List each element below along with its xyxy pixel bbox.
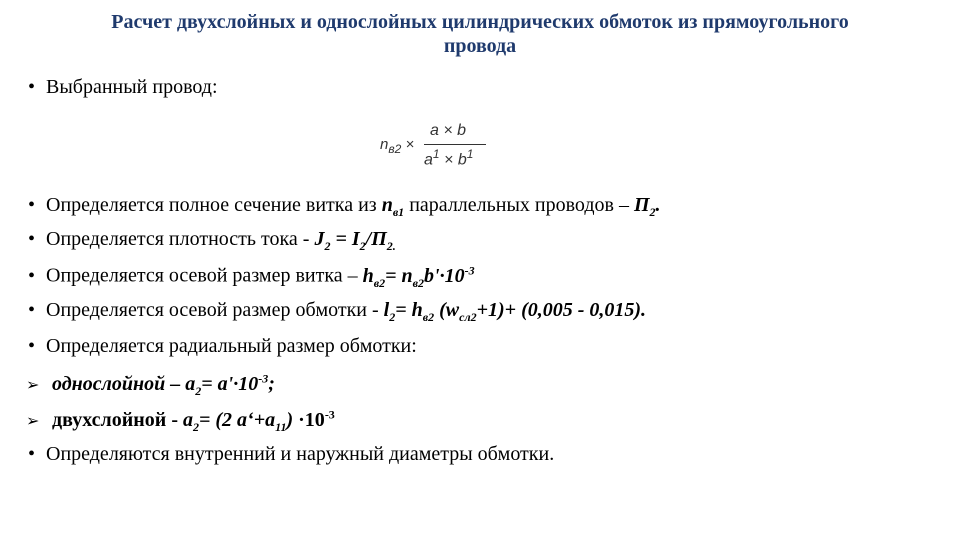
bullet-icon: •: [28, 264, 36, 287]
bullet-axial-turn: • Определяется осевой размер витка – $h_{в2}= n_{в2}b'\cdot 10^{-3}$: [28, 263, 475, 290]
bullet-icon: •: [28, 335, 36, 357]
fraction-line: [424, 144, 486, 145]
bullet-density: • Определяется плотность тока - $J_2 = I_2/П_{2.}$: [28, 228, 396, 253]
bullet-diameters: • Определяются внутренний и наружный диаметры обмотки.: [28, 443, 555, 465]
bullet-icon: •: [28, 299, 36, 321]
bullet-icon: •: [28, 443, 36, 465]
subitem-single-layer: ➢ однослойной – $a_2= a'\cdot 10^{-3}$;: [26, 371, 275, 398]
slide-title: [20, 10, 940, 58]
bullet-icon: •: [28, 194, 36, 216]
bullet-axial-winding: • Определяется осевой размер обмотки - $l_2= h_{в2}$ $(w_{сл2}+1)+ (0,005 - 0,015)$.: [28, 299, 647, 324]
subitem-double-layer: ➢ двухслойной - $a_2= (2$ $a‘+a_{11}) \cdot 10^{-3}$: [26, 407, 335, 434]
bullet-text: Выбранный провод:: [46, 76, 218, 98]
title-line-1: Расчет двухслойных и однослойных цилиндрических обмоток из прямоугольного: [111, 11, 849, 33]
bullet-selected-wire: [28, 76, 218, 99]
arrow-bullet-icon: ➢: [26, 374, 40, 394]
formula-left: $n_{в2}$ ×: [380, 136, 415, 156]
bullet-radial: • Определяется радиальный размер обмотки:: [28, 335, 417, 357]
title-line-2: провода: [443, 35, 517, 57]
bullet-icon: •: [28, 76, 36, 98]
arrow-bullet-icon: ➢: [26, 410, 40, 430]
formula-denominator: $a^1 \times b^1$: [424, 147, 474, 169]
formula-numerator: a × b: [430, 122, 467, 139]
bullet-section: • Определяется полное сечение витка из $n_{в1}$ параллельных проводов – $П_2$.: [28, 194, 661, 219]
wire-formula: [380, 122, 490, 178]
bullet-icon: •: [28, 228, 36, 250]
